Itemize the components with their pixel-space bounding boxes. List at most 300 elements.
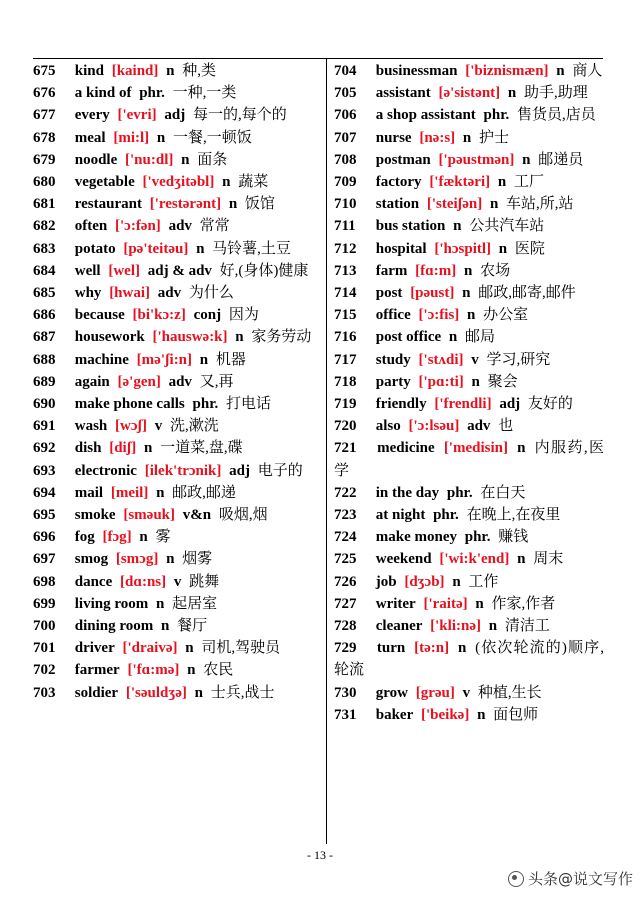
vocab-entry bbox=[334, 60, 604, 82]
entry-number: 715 bbox=[334, 307, 357, 324]
entry-phonetic: [ə'gen] bbox=[117, 373, 161, 390]
entry-word: living room bbox=[74, 595, 149, 612]
column-divider bbox=[326, 58, 327, 844]
entry-part-of-speech: phr. bbox=[446, 484, 473, 501]
watermark bbox=[508, 868, 633, 889]
entry-word: factory bbox=[375, 174, 422, 191]
vocab-entry bbox=[334, 238, 604, 260]
entry-part-of-speech: adv bbox=[168, 218, 192, 235]
entry-number: 714 bbox=[334, 285, 357, 302]
entry-number: 695 bbox=[33, 507, 56, 524]
entry-part-of-speech: n bbox=[498, 240, 508, 257]
entry-word: make money bbox=[375, 529, 457, 546]
entry-number: 711 bbox=[334, 218, 356, 235]
entry-word: make phone calls bbox=[74, 396, 185, 413]
entry-number: 718 bbox=[334, 373, 357, 390]
entry-phonetic: ['stʌdi] bbox=[418, 351, 464, 368]
entry-word: because bbox=[74, 307, 125, 324]
entry-part-of-speech: n bbox=[161, 618, 170, 635]
entry-phonetic: [grəu] bbox=[415, 684, 455, 701]
entry-word: job bbox=[375, 573, 397, 590]
entry-number: 713 bbox=[334, 262, 357, 279]
entry-number: 694 bbox=[33, 484, 56, 501]
vocab-entry bbox=[33, 393, 321, 415]
entry-definition: 助手,助理 bbox=[524, 85, 588, 102]
entry-word: dish bbox=[74, 440, 102, 457]
vocab-entry bbox=[334, 682, 604, 704]
entry-definition: 雾 bbox=[155, 529, 171, 546]
vocab-entry bbox=[334, 415, 604, 437]
vocab-entry bbox=[33, 104, 321, 126]
entry-part-of-speech: n bbox=[457, 640, 467, 657]
entry-part-of-speech: n bbox=[475, 595, 484, 612]
entry-number: 678 bbox=[33, 129, 56, 146]
entry-word: soldier bbox=[74, 684, 119, 701]
entry-part-of-speech: n bbox=[181, 151, 190, 168]
entry-word: postman bbox=[375, 151, 431, 168]
vocab-entry bbox=[334, 593, 604, 615]
vocab-entry bbox=[334, 371, 604, 393]
vocab-entry bbox=[334, 127, 604, 149]
entry-part-of-speech: v bbox=[471, 351, 479, 368]
vocab-entry bbox=[334, 282, 604, 304]
vocab-entry bbox=[334, 393, 604, 415]
entry-part-of-speech: n bbox=[228, 196, 238, 213]
entry-phonetic: ['fæktəri] bbox=[429, 174, 491, 191]
entry-part-of-speech: v&n bbox=[182, 507, 212, 524]
watermark-logo-icon bbox=[508, 871, 524, 887]
vocab-entry bbox=[33, 526, 321, 548]
entry-phonetic: [ilek'trɔnik] bbox=[144, 462, 222, 479]
vocab-entry bbox=[33, 659, 321, 681]
entry-definition: 因为 bbox=[228, 307, 259, 324]
vocab-entry bbox=[334, 548, 604, 570]
vocab-entry bbox=[334, 437, 604, 481]
entry-word: at night bbox=[375, 507, 426, 524]
entry-phonetic: ['steiʃən] bbox=[426, 196, 483, 213]
entry-phonetic: [meil] bbox=[110, 484, 149, 501]
entry-definition: 农场 bbox=[480, 262, 511, 279]
entry-phonetic: ['hauswə:k] bbox=[152, 329, 228, 346]
entry-part-of-speech: n bbox=[139, 529, 148, 546]
entry-definition: 饭馆 bbox=[244, 196, 275, 213]
entry-part-of-speech: n bbox=[156, 129, 166, 146]
entry-definition: 又,再 bbox=[199, 373, 234, 390]
entry-word: friendly bbox=[375, 396, 427, 413]
left-column bbox=[33, 60, 321, 704]
vocab-entry bbox=[33, 193, 321, 215]
entry-word: businessman bbox=[375, 63, 458, 79]
entry-part-of-speech: n bbox=[517, 551, 526, 568]
entry-word: cleaner bbox=[375, 618, 423, 635]
entry-word: potato bbox=[74, 240, 116, 257]
entry-number: 726 bbox=[334, 573, 357, 590]
entry-phonetic: ['vedʒitəbl] bbox=[142, 174, 215, 191]
entry-definition: 护士 bbox=[479, 129, 510, 146]
vocab-entry bbox=[33, 171, 321, 193]
entry-phonetic: [dʒɔb] bbox=[404, 573, 445, 590]
entry-definition: 为什么 bbox=[188, 285, 234, 302]
vocab-entry bbox=[33, 371, 321, 393]
vocab-entry bbox=[334, 482, 604, 504]
entry-part-of-speech: n bbox=[488, 618, 498, 635]
entry-part-of-speech: n bbox=[464, 262, 473, 279]
entry-definition: 办公室 bbox=[483, 307, 529, 324]
entry-definition: 种,类 bbox=[182, 63, 216, 79]
entry-definition: 蔬菜 bbox=[238, 174, 269, 191]
entry-word: bus station bbox=[375, 218, 446, 235]
entry-part-of-speech: n bbox=[489, 196, 499, 213]
entry-part-of-speech: adv bbox=[467, 418, 491, 435]
vocab-entry bbox=[33, 504, 321, 526]
entry-part-of-speech: phr. bbox=[433, 507, 459, 524]
entry-phonetic: [ə'sistənt] bbox=[438, 85, 501, 102]
vocab-entry bbox=[334, 349, 604, 371]
entry-phonetic: [pə'teitəu] bbox=[123, 240, 189, 257]
entry-word: wash bbox=[74, 418, 108, 435]
entry-phonetic: ['hɔspitl] bbox=[434, 240, 492, 257]
vocab-entry bbox=[334, 215, 604, 237]
entry-word: grow bbox=[375, 684, 408, 701]
entry-part-of-speech: n bbox=[185, 640, 194, 657]
entry-part-of-speech: n bbox=[155, 595, 165, 612]
entry-word: hospital bbox=[375, 240, 427, 257]
entry-definition: 周末 bbox=[533, 551, 564, 568]
entry-number: 686 bbox=[33, 307, 56, 324]
page-number: - 13 - bbox=[307, 848, 333, 862]
entry-definition: 跳舞 bbox=[189, 573, 220, 590]
entry-part-of-speech: adj & adv bbox=[147, 262, 212, 279]
entry-phonetic: [wel] bbox=[108, 262, 140, 279]
entry-number: 688 bbox=[33, 351, 56, 368]
entry-part-of-speech: n bbox=[462, 285, 471, 302]
entry-part-of-speech: n bbox=[471, 373, 480, 390]
entry-word: vegetable bbox=[74, 174, 135, 191]
entry-number: 731 bbox=[334, 706, 357, 723]
watermark-text: 头条@说文写作 bbox=[528, 870, 634, 888]
entry-word: restaurant bbox=[74, 196, 142, 213]
vocab-entry bbox=[33, 548, 321, 570]
entry-definition: 好,(身体)健康 bbox=[219, 262, 309, 279]
entry-phonetic: ['frendli] bbox=[434, 396, 492, 413]
entry-definition: 洗,漱洗 bbox=[170, 418, 219, 435]
entry-definition: 友好的 bbox=[527, 396, 573, 413]
entry-definition: 在晚上,在夜里 bbox=[466, 507, 561, 524]
entry-definition: 司机,驾驶员 bbox=[201, 640, 281, 657]
entry-number: 707 bbox=[334, 129, 357, 146]
entry-phonetic: ['beikə] bbox=[421, 706, 470, 723]
vocab-entry bbox=[334, 637, 604, 681]
entry-word: turn bbox=[376, 640, 406, 657]
vocab-entry bbox=[33, 460, 321, 482]
entry-word: why bbox=[74, 285, 102, 302]
entry-phonetic: [wɔʃ] bbox=[115, 418, 148, 435]
entry-word: dining room bbox=[74, 618, 154, 635]
vocab-entry bbox=[334, 193, 604, 215]
entry-number: 727 bbox=[334, 595, 357, 612]
entry-definition: 也 bbox=[498, 418, 514, 435]
entry-definition: 聚会 bbox=[487, 373, 518, 390]
entry-definition: 每一的,每个的 bbox=[192, 107, 287, 124]
entry-part-of-speech: adv bbox=[168, 373, 192, 390]
vocab-entry bbox=[33, 282, 321, 304]
entry-definition: 一道菜,盘,碟 bbox=[160, 440, 243, 457]
entry-word: post office bbox=[375, 329, 442, 346]
entry-definition: 士兵,战士 bbox=[210, 684, 275, 701]
entry-phonetic: ['pɑ:ti] bbox=[418, 373, 464, 390]
entry-word: mail bbox=[74, 484, 104, 501]
entry-word: farm bbox=[375, 262, 408, 279]
entry-phonetic: [fɔg] bbox=[102, 529, 132, 546]
entry-definition: 面条 bbox=[197, 151, 228, 168]
entry-number: 729 bbox=[334, 640, 357, 657]
entry-phonetic: [sməuk] bbox=[123, 507, 176, 524]
entry-definition: 内服药,医学 bbox=[334, 440, 605, 479]
entry-definition: (依次轮流的)顺序,轮流 bbox=[334, 640, 605, 679]
entry-number: 708 bbox=[334, 151, 357, 168]
entry-word: party bbox=[375, 373, 411, 390]
vocab-entry bbox=[33, 326, 321, 348]
entry-number: 689 bbox=[33, 373, 56, 390]
entry-number: 706 bbox=[334, 107, 357, 124]
entry-number: 720 bbox=[334, 418, 357, 435]
vocab-entry bbox=[33, 60, 321, 82]
entry-phonetic: ['nu:dl] bbox=[125, 151, 174, 168]
entry-phonetic: [mi:l] bbox=[113, 129, 150, 146]
entry-phonetic: [tə:n] bbox=[414, 640, 450, 657]
entry-word: writer bbox=[375, 595, 416, 612]
entry-number: 681 bbox=[33, 196, 56, 213]
vocab-entry bbox=[334, 304, 604, 326]
entry-number: 691 bbox=[33, 418, 56, 435]
entry-part-of-speech: conj bbox=[193, 307, 222, 324]
entry-word: study bbox=[375, 351, 411, 368]
entry-phonetic: ['evri] bbox=[117, 107, 157, 124]
entry-definition: 工作 bbox=[468, 573, 499, 590]
entry-phonetic: [fɑ:m] bbox=[415, 262, 457, 279]
entry-phonetic: [nə:s] bbox=[419, 129, 456, 146]
entry-phonetic: ['medisin] bbox=[443, 440, 508, 457]
vocab-entry bbox=[33, 215, 321, 237]
entry-part-of-speech: n bbox=[166, 551, 175, 568]
entry-part-of-speech: n bbox=[448, 329, 458, 346]
entry-number: 723 bbox=[334, 507, 357, 524]
entry-part-of-speech: n bbox=[156, 484, 165, 501]
entry-definition: 起居室 bbox=[172, 595, 218, 612]
entry-definition: 邮局 bbox=[465, 329, 496, 346]
entry-definition: 清洁工 bbox=[504, 618, 550, 635]
entry-definition: 车站,所,站 bbox=[506, 196, 574, 213]
entry-definition: 邮政,邮递 bbox=[172, 484, 236, 501]
vocab-entry bbox=[33, 415, 321, 437]
entry-part-of-speech: n bbox=[462, 129, 472, 146]
entry-definition: 在白天 bbox=[480, 484, 526, 501]
entry-phonetic: [dɑ:ns] bbox=[120, 573, 167, 590]
entry-word: smog bbox=[74, 551, 109, 568]
entry-phonetic: [bi'kɔ:z] bbox=[132, 307, 186, 324]
entry-number: 710 bbox=[334, 196, 357, 213]
entry-definition: 打电话 bbox=[225, 396, 271, 413]
entry-definition: 学习,研究 bbox=[486, 351, 551, 368]
entry-word: machine bbox=[74, 351, 129, 368]
entry-part-of-speech: phr. bbox=[483, 107, 510, 124]
entry-number: 721 bbox=[334, 440, 357, 457]
entry-phonetic: [kaind] bbox=[111, 63, 159, 79]
entry-number: 676 bbox=[33, 85, 56, 102]
entry-word: post bbox=[375, 285, 403, 302]
entry-definition: 一种,一类 bbox=[172, 85, 237, 102]
vocab-entry bbox=[33, 571, 321, 593]
entry-part-of-speech: adv bbox=[157, 285, 182, 302]
entry-number: 701 bbox=[33, 640, 56, 657]
entry-word: meal bbox=[74, 129, 106, 146]
entry-part-of-speech: n bbox=[144, 440, 153, 457]
entry-number: 702 bbox=[33, 662, 56, 679]
entry-number: 697 bbox=[33, 551, 56, 568]
entry-definition: 烟雾 bbox=[182, 551, 213, 568]
entry-number: 725 bbox=[334, 551, 357, 568]
vocab-entry bbox=[334, 171, 604, 193]
vocab-entry bbox=[33, 260, 321, 282]
entry-definition: 家务劳动 bbox=[251, 329, 312, 346]
entry-number: 724 bbox=[334, 529, 357, 546]
entry-definition: 农民 bbox=[203, 662, 234, 679]
vocab-entry bbox=[33, 349, 321, 371]
entry-phonetic: [smɔg] bbox=[115, 551, 159, 568]
entry-phonetic: ['wi:k'end] bbox=[439, 551, 510, 568]
entry-number: 705 bbox=[334, 85, 357, 102]
entry-number: 680 bbox=[33, 174, 56, 191]
entry-definition: 作家,作者 bbox=[491, 595, 556, 612]
entry-number: 699 bbox=[33, 595, 56, 612]
vocab-entry bbox=[33, 238, 321, 260]
vocab-entry bbox=[33, 615, 321, 637]
entry-phonetic: ['draivə] bbox=[122, 640, 178, 657]
vocab-entry bbox=[334, 104, 604, 126]
entry-definition: 电子的 bbox=[257, 462, 303, 479]
entry-part-of-speech: adj bbox=[499, 396, 521, 413]
top-rule bbox=[33, 58, 603, 59]
entry-part-of-speech: n bbox=[497, 174, 507, 191]
entry-word: nurse bbox=[375, 129, 412, 146]
entry-number: 712 bbox=[334, 240, 357, 257]
entry-word: smoke bbox=[74, 507, 116, 524]
entry-part-of-speech: n bbox=[452, 573, 461, 590]
entry-number: 719 bbox=[334, 396, 357, 413]
entry-definition: 商人 bbox=[572, 63, 603, 79]
entry-word: office bbox=[375, 307, 411, 324]
entry-phonetic: ['səuldʒə] bbox=[125, 684, 187, 701]
entry-part-of-speech: n bbox=[507, 85, 517, 102]
entry-phonetic: [mə'ʃi:n] bbox=[136, 351, 193, 368]
entry-word: well bbox=[74, 262, 101, 279]
vocab-entry bbox=[334, 82, 604, 104]
vocab-entry bbox=[334, 571, 604, 593]
entry-phonetic: ['ɔ:fən] bbox=[115, 218, 161, 235]
entry-definition: 常常 bbox=[199, 218, 230, 235]
entry-definition: 一餐,一顿饭 bbox=[173, 129, 252, 146]
entry-word: baker bbox=[375, 706, 414, 723]
entry-definition: 邮递员 bbox=[538, 151, 584, 168]
entry-number: 693 bbox=[33, 462, 56, 479]
entry-word: housework bbox=[74, 329, 145, 346]
entry-definition: 机器 bbox=[215, 351, 246, 368]
entry-part-of-speech: v bbox=[173, 573, 182, 590]
entry-part-of-speech: phr. bbox=[464, 529, 491, 546]
entry-word: every bbox=[74, 107, 110, 124]
entry-number: 684 bbox=[33, 262, 56, 279]
entry-part-of-speech: n bbox=[222, 174, 231, 191]
entry-word: dance bbox=[74, 573, 113, 590]
entry-part-of-speech: n bbox=[235, 329, 244, 346]
entry-word: a kind of bbox=[74, 85, 132, 102]
entry-definition: 公共汽车站 bbox=[469, 218, 545, 235]
entry-part-of-speech: n bbox=[477, 706, 486, 723]
entry-number: 703 bbox=[33, 684, 56, 701]
entry-number: 679 bbox=[33, 151, 56, 168]
entry-part-of-speech: n bbox=[194, 684, 203, 701]
entry-part-of-speech: n bbox=[467, 307, 476, 324]
entry-number: 687 bbox=[33, 329, 56, 346]
entry-number: 696 bbox=[33, 529, 56, 546]
vocab-entry bbox=[334, 149, 604, 171]
entry-word: medicine bbox=[377, 440, 435, 457]
vocab-entry bbox=[33, 82, 321, 104]
entry-part-of-speech: n bbox=[517, 440, 526, 457]
vocab-entry bbox=[33, 482, 321, 504]
entry-definition: 售货员,店员 bbox=[517, 107, 596, 124]
entry-number: 692 bbox=[33, 440, 56, 457]
vocab-entry bbox=[33, 637, 321, 659]
entry-word: driver bbox=[74, 640, 115, 657]
entry-number: 722 bbox=[334, 484, 357, 501]
entry-number: 682 bbox=[33, 218, 56, 235]
vocab-entry bbox=[33, 127, 321, 149]
entry-definition: 马铃薯,土豆 bbox=[212, 240, 291, 257]
vocab-entry bbox=[33, 304, 321, 326]
entry-number: 698 bbox=[33, 573, 56, 590]
entry-number: 677 bbox=[33, 107, 56, 124]
entry-number: 728 bbox=[334, 618, 357, 635]
vocab-entry bbox=[334, 615, 604, 637]
entry-phonetic: ['restərənt] bbox=[149, 196, 222, 213]
entry-part-of-speech: adj bbox=[164, 107, 186, 124]
entry-definition: 面包师 bbox=[493, 706, 539, 723]
right-column bbox=[334, 60, 604, 726]
vocab-entry bbox=[33, 682, 321, 704]
entry-part-of-speech: phr. bbox=[139, 85, 165, 102]
entry-number: 704 bbox=[334, 63, 357, 79]
vocab-entry bbox=[334, 260, 604, 282]
entry-word: weekend bbox=[375, 551, 432, 568]
vocab-entry bbox=[334, 326, 604, 348]
entry-part-of-speech: n bbox=[199, 351, 209, 368]
entry-definition: 赚钱 bbox=[498, 529, 529, 546]
entry-part-of-speech: n bbox=[522, 151, 531, 168]
entry-word: farmer bbox=[74, 662, 120, 679]
entry-definition: 工厂 bbox=[513, 174, 544, 191]
entry-number: 683 bbox=[33, 240, 56, 257]
entry-definition: 餐厅 bbox=[177, 618, 208, 635]
entry-number: 717 bbox=[334, 351, 357, 368]
entry-number: 700 bbox=[33, 618, 56, 635]
entry-word: station bbox=[375, 196, 420, 213]
entry-part-of-speech: n bbox=[453, 218, 462, 235]
entry-phonetic: ['ɔ:lsəu] bbox=[408, 418, 460, 435]
entry-phonetic: ['pəustmən] bbox=[438, 151, 515, 168]
entry-word: also bbox=[375, 418, 401, 435]
vocab-entry bbox=[33, 593, 321, 615]
